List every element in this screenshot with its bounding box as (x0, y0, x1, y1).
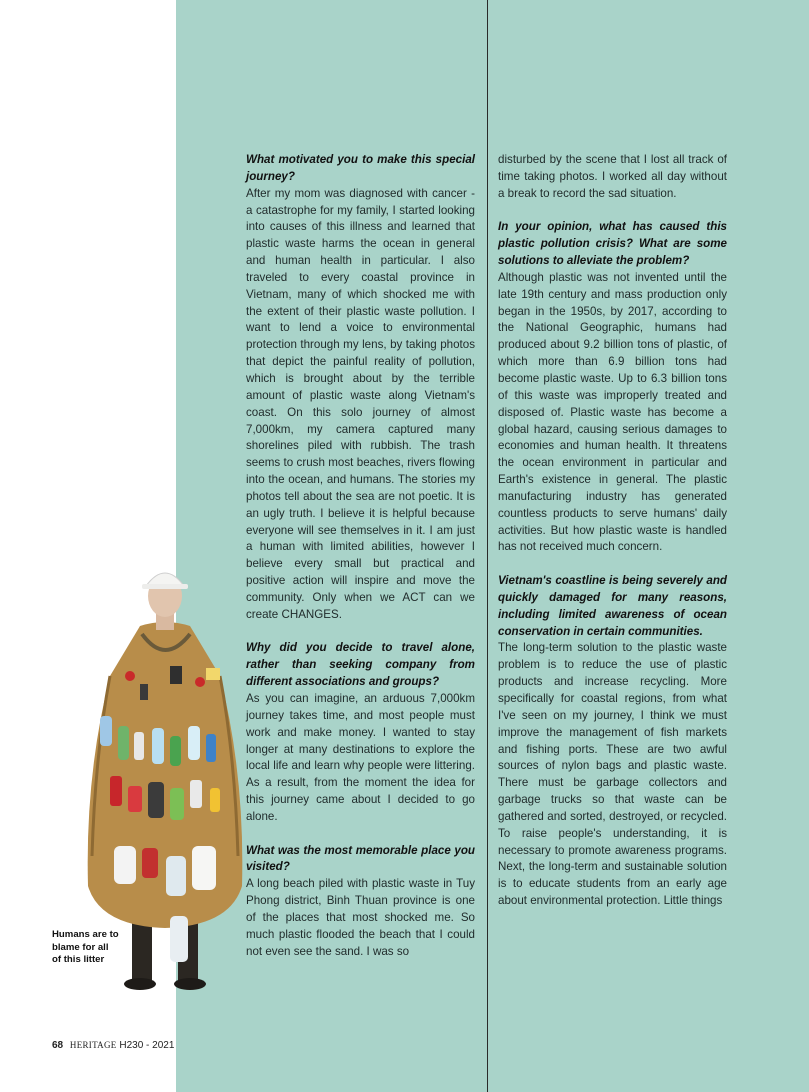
caption-line: of this litter (52, 954, 105, 965)
figure-caption (52, 929, 142, 967)
answer-travel-alone: As you can imagine, an arduous 7,000km journey takes time, and most people must work and make money. I wanted to stay longer at many destinations to explore the local life and learn why people were littering. As a result, from the moment the idea for this journey came about I decided to go alone. (246, 692, 475, 823)
question-motivation: What motivated you to make this special journey? (246, 153, 475, 183)
article-column-right (498, 152, 727, 910)
issue-label: H230 - 2021 (119, 1040, 175, 1051)
answer-causes-solutions: Although plastic was not invented until the late 19th century and mass production only began in the 1950s, by 2017, according to the National Geographic, humans had produced about 9.2 billion tons of plastic, of which more than 6.9 billion tons had become plastic waste. Up to 6.3 billion tons of this waste was improperly treated and disposed of. Plastic waste has become a global hazard, causing serious damages to economies and human health. It threatens the ocean environment in particular and Earth's existence in general. The plastic manufacturing industry has generated countless products to serve humans' daily activities. But how plastic waste is handled has not received much concern. (498, 270, 727, 554)
page-number: 68 (52, 1040, 64, 1051)
article-column-left (246, 152, 475, 961)
question-travel-alone: Why did you decide to travel alone, rather than seeking company from different associations and groups? (246, 641, 475, 689)
page-footer (52, 1040, 174, 1051)
question-coastline: Vietnam's coastline is being severely and quickly damaged for many reasons, including limited awareness of ocean conservation in certain communities. (498, 574, 727, 638)
answer-memorable-place-cont: disturbed by the scene that I lost all track of time taking photos. I worked all day without a break to record the sad situation. (498, 153, 727, 200)
magazine-name: HERITAGE (69, 1040, 117, 1050)
caption-line: blame for all (52, 941, 109, 953)
question-memorable-place: What was the most memorable place you visited? (246, 843, 475, 874)
answer-coastline: The long-term solution to the plastic waste problem is to reduce the use of plastic products and increase recycling. More specifically for coastal regions, from what I've seen on my journey, I think we must improve the management of fish markets and fishing ports. These are two awful sources of nylon bags and plastic waste. There must be garbage collectors and garbage trucks so that waste can be gathered and sorted, destroyed, or recycled. To raise people's understanding, it is necessary to promote awareness programs. Next, the long-term and sustainable solution is to educate students from an early age about environmental protection. Little things (498, 641, 727, 908)
caption-line: Humans are to (52, 929, 119, 940)
answer-motivation: After my mom was diagnosed with cancer - a catastrophe for my family, I started looking into causes of this illness and learned that plastic waste harms the ocean in general and human health in particular. I also traveled to every coastal province in Vietnam, many of which shocked me with the extent of their plastic waste pollution. I want to lend a voice to environmental protection through my lens, by taking photos that depict the painful reality of pollution, which is brought about by the terrible amount of plastic waste along Vietnam's coast. On this solo journey of almost 7,000km, my camera captured many shorelines piled with rubbish. The trash seems to crush most beaches, rivers flowing into the ocean, and humans. The stories my photos tell about the sea are not poetic. It is an ugly truth. I believe it is helpful because everyone will see themselves in it. I am just a human with limited abilities, however I believe every small but practical and positive action will inspire and move the community. Only when we ACT can we create CHANGES. (246, 186, 475, 621)
answer-memorable-place: A long beach piled with plastic waste in Tuy Phong district, Binh Thuan province is one of the places that most shocked me. So much plastic flooded the beach that I could not even see the sand. I was so (246, 877, 475, 958)
column-divider (487, 0, 488, 1092)
question-causes-solutions: In your opinion, what has caused this plastic pollution crisis? What are some solutions to alleviate the problem? (498, 220, 727, 268)
